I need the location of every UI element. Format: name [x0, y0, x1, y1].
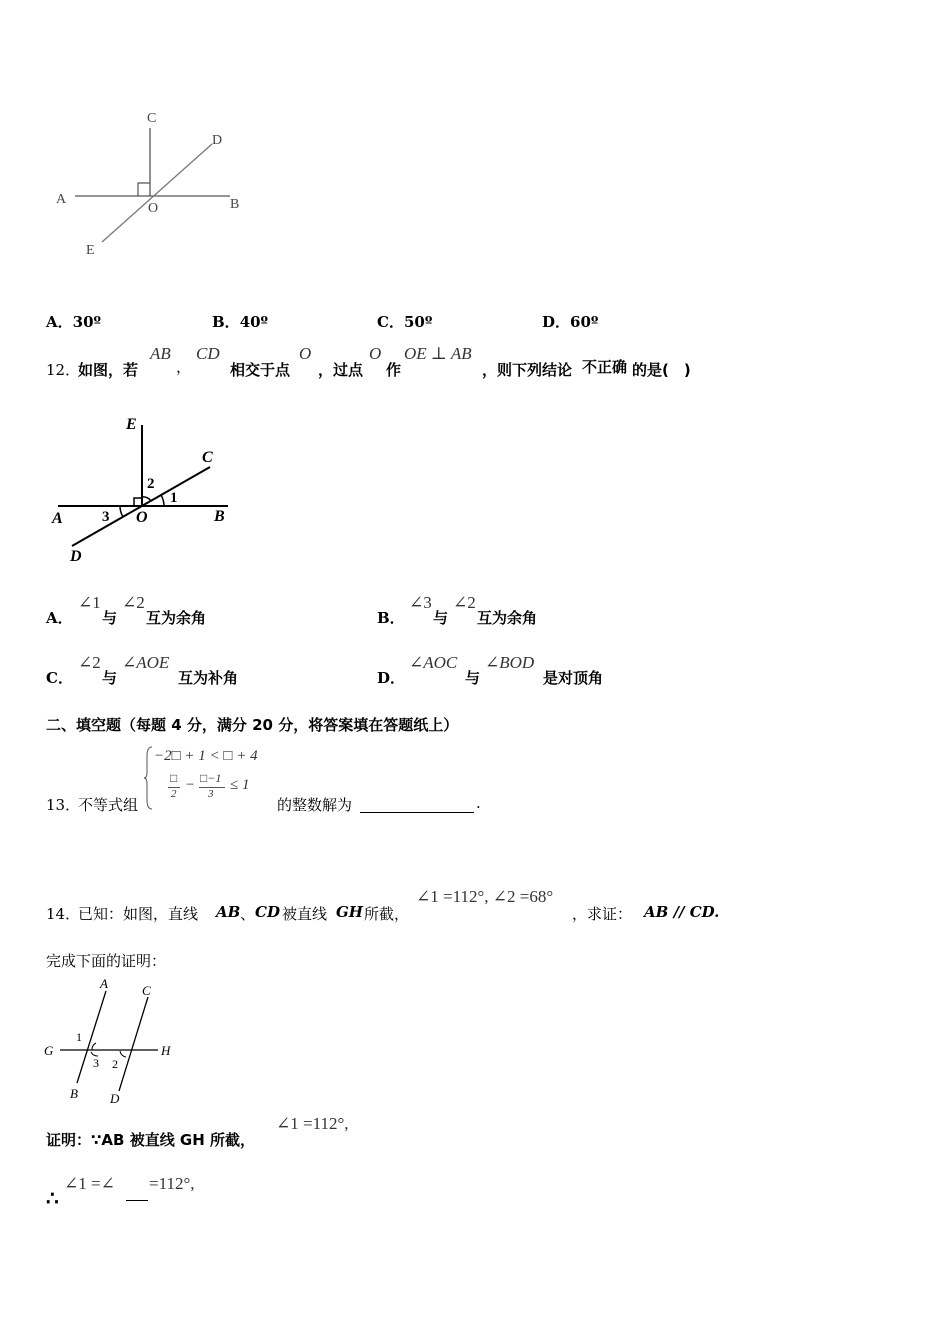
frac2-numerator: □−1 [200, 771, 222, 785]
minus-sign: − [185, 777, 196, 793]
q12-question: 12． 如图，若 AB ， CD 相交于点 O ，过点 O 作 OE ⊥ AB ，则下列结论 不正确 的是( ) [46, 344, 691, 379]
label-a: A [52, 510, 63, 527]
proof-line-1: 证明：∵AB 被直线 GH 所截， ∠1 =112°, [46, 1114, 349, 1149]
label-e: E [86, 243, 95, 258]
label-b: B [214, 508, 225, 525]
inequality-line-1: −2□ + 1 < □ + 4 [154, 748, 258, 764]
section-title-fill-blank: 二、填空题（每题 4 分，满分 20 分，将答案填在答题纸上） [46, 716, 459, 734]
label-c: C [202, 449, 213, 466]
label-b: B [230, 197, 240, 212]
angle-answer-blank[interactable] [126, 1184, 148, 1201]
label-o: O [136, 509, 148, 526]
label-d: D [70, 548, 82, 565]
brace-icon [144, 746, 154, 810]
q14-question: 14． 已知：如图，直线 AB 、 CD 被直线 GH 所截， ∠1 =112°, ∠2 =68° ，求证： AB // CD. [46, 887, 720, 923]
label-d: D [110, 1091, 120, 1106]
q11-option-b: B．40º [212, 313, 269, 331]
label-angle-1: 1 [170, 490, 178, 506]
q11-option-c: C．50º [377, 313, 433, 331]
q14-complete-proof: 完成下面的证明： [46, 952, 167, 970]
figure-parallel-lines [40, 975, 190, 1110]
label-h: H [161, 1043, 171, 1058]
frac1-numerator: □ [170, 771, 178, 785]
proof-line-2: ∴ ∠1 =∠ =112°, [46, 1174, 195, 1210]
label-d: D [212, 133, 223, 148]
label-angle-3: 3 [102, 509, 110, 525]
label-angle-2: 2 [147, 476, 155, 492]
frac2-denominator: 3 [208, 788, 214, 800]
label-angle-1: 1 [76, 1030, 82, 1044]
figure-angle-aob [40, 100, 270, 270]
answer-blank[interactable] [360, 796, 474, 813]
label-c: C [142, 983, 151, 998]
label-c: C [147, 111, 157, 126]
label-angle-3: 3 [93, 1056, 99, 1070]
q12-option-a: A． ∠1 与 ∠2 互为余角 [46, 593, 207, 627]
label-a: A [100, 976, 108, 991]
q12-option-d: D． ∠AOC 与 ∠BOD 是对顶角 [377, 653, 604, 687]
figure-perpendicular-oe [40, 405, 260, 575]
frac1-denominator: 2 [171, 788, 177, 800]
label-e: E [126, 416, 137, 433]
leq-one: ≤ 1 [230, 777, 250, 793]
q11-option-d: D．60º [542, 313, 599, 331]
label-angle-2: 2 [112, 1057, 118, 1071]
label-b: B [70, 1086, 78, 1101]
label-a: A [56, 192, 67, 207]
q12-option-b: B． ∠3 与 ∠2 互为余角 [377, 593, 538, 627]
q11-option-a: A．30º [46, 313, 102, 331]
label-g: G [44, 1043, 54, 1058]
q13-question: 13． 不等式组 −2□ + 1 < □ + 4 □ 2 − □−1 3 ≤ 1 的整数解为 . [46, 748, 481, 814]
label-o: O [148, 201, 159, 216]
q12-option-c: C． ∠2 与 ∠AOE 互为补角 [46, 653, 239, 687]
